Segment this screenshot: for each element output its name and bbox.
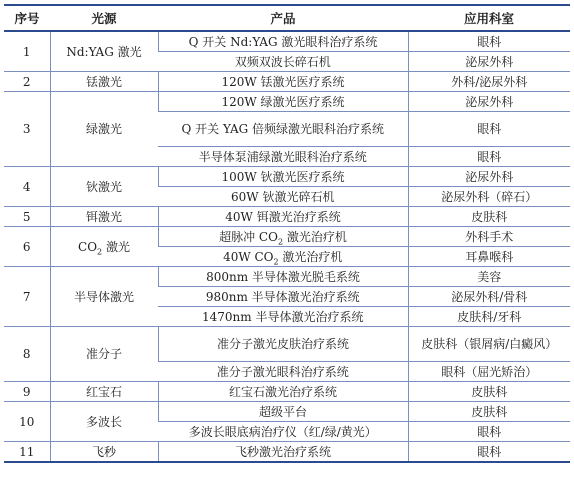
department-cell: 美容 [408, 267, 570, 287]
table-row [4, 442, 570, 463]
product-cell: 1470nm 半导体激光治疗系统 [158, 307, 408, 327]
header-product: 产品 [158, 5, 408, 31]
product-text-pre: 超脉冲 CO [219, 229, 278, 244]
laser-products-table [4, 4, 570, 463]
table-row [4, 167, 570, 187]
product-cell: Q 开关 YAG 倍频绿激光眼科治疗系统 [158, 112, 408, 147]
light-source-cell: 钬激光 [50, 167, 158, 207]
header-row [4, 5, 570, 31]
table-row [4, 402, 570, 422]
light-source-cell: 铒激光 [50, 207, 158, 227]
product-subscript: 2 [277, 236, 284, 246]
product-cell: 多波长眼底病治疗仪（红/绿/黄光） [158, 422, 408, 442]
department-cell: 耳鼻喉科 [408, 247, 570, 267]
light-source-cell: 飞秒 [50, 442, 158, 463]
table-row [4, 92, 570, 112]
row-number: 11 [4, 442, 50, 463]
row-number: 2 [4, 72, 50, 92]
product-cell [158, 227, 408, 247]
department-cell: 皮肤科（银屑病/白癜风） [408, 327, 570, 362]
source-text-pre: CO [78, 239, 98, 254]
product-subscript: 2 [273, 256, 279, 266]
laser-products-table-container [4, 4, 570, 463]
light-source-cell: 铥激光 [50, 72, 158, 92]
product-text-pre: 40W CO [223, 249, 274, 264]
product-cell: 120W 铥激光医疗系统 [158, 72, 408, 92]
light-source-cell: 多波长 [50, 402, 158, 442]
department-cell: 眼科 [408, 442, 570, 463]
department-cell: 眼科 [408, 422, 570, 442]
department-cell: 泌尿外科（碎石） [408, 187, 570, 207]
row-number: 4 [4, 167, 50, 207]
light-source-cell: 绿激光 [50, 92, 158, 167]
department-cell: 泌尿外科 [408, 167, 570, 187]
product-cell: Q 开关 Nd:YAG 激光眼科治疗系统 [158, 31, 408, 52]
source-text-post: 激光 [102, 239, 130, 254]
department-cell: 眼科 [408, 112, 570, 147]
department-cell: 皮肤科 [408, 402, 570, 422]
table-row [4, 72, 570, 92]
light-source-cell: Nd:YAG 激光 [50, 31, 158, 72]
table-header [4, 5, 570, 31]
department-cell: 外科手术 [408, 227, 570, 247]
row-number: 3 [4, 92, 50, 167]
product-text-post: 激光治疗机 [278, 249, 343, 264]
department-cell: 皮肤科 [408, 207, 570, 227]
source-subscript: 2 [97, 246, 103, 256]
row-number: 10 [4, 402, 50, 442]
header-light-source: 光源 [50, 5, 158, 31]
table-row [4, 227, 570, 247]
product-cell: 双频双波长碎石机 [158, 52, 408, 72]
department-cell: 眼科 [408, 147, 570, 167]
row-number: 9 [4, 382, 50, 402]
product-text-post: 激光治疗机 [283, 229, 347, 244]
table-row [4, 267, 570, 287]
product-cell: 980nm 半导体激光治疗系统 [158, 287, 408, 307]
product-cell: 红宝石激光治疗系统 [158, 382, 408, 402]
product-cell: 800nm 半导体激光脱毛系统 [158, 267, 408, 287]
table-body [4, 31, 570, 462]
table-row [4, 327, 570, 362]
light-source-cell: 准分子 [50, 327, 158, 382]
header-index: 序号 [4, 5, 50, 31]
row-number: 6 [4, 227, 50, 267]
product-cell: 准分子激光皮肤治疗系统 [158, 327, 408, 362]
department-cell: 泌尿外科/骨科 [408, 287, 570, 307]
department-cell: 泌尿外科 [408, 92, 570, 112]
product-cell: 60W 钬激光碎石机 [158, 187, 408, 207]
product-cell [158, 247, 408, 267]
table-row [4, 207, 570, 227]
table-row [4, 31, 570, 52]
row-number: 1 [4, 31, 50, 72]
department-cell: 眼科（屈光矫治） [408, 362, 570, 382]
department-cell: 皮肤科 [408, 382, 570, 402]
product-cell: 超级平台 [158, 402, 408, 422]
product-cell: 100W 钬激光医疗系统 [158, 167, 408, 187]
product-cell: 120W 绿激光医疗系统 [158, 92, 408, 112]
product-cell: 半导体泵浦绿激光眼科治疗系统 [158, 147, 408, 167]
product-cell: 飞秒激光治疗系统 [158, 442, 408, 463]
light-source-cell [50, 227, 158, 267]
row-number: 5 [4, 207, 50, 227]
table-row [4, 382, 570, 402]
header-department: 应用科室 [408, 5, 570, 31]
department-cell: 皮肤科/牙科 [408, 307, 570, 327]
department-cell: 眼科 [408, 31, 570, 52]
department-cell: 泌尿外科 [408, 52, 570, 72]
row-number: 8 [4, 327, 50, 382]
light-source-cell: 半导体激光 [50, 267, 158, 327]
department-cell: 外科/泌尿外科 [408, 72, 570, 92]
product-cell: 准分子激光眼科治疗系统 [158, 362, 408, 382]
light-source-cell: 红宝石 [50, 382, 158, 402]
product-cell: 40W 铒激光治疗系统 [158, 207, 408, 227]
row-number: 7 [4, 267, 50, 327]
